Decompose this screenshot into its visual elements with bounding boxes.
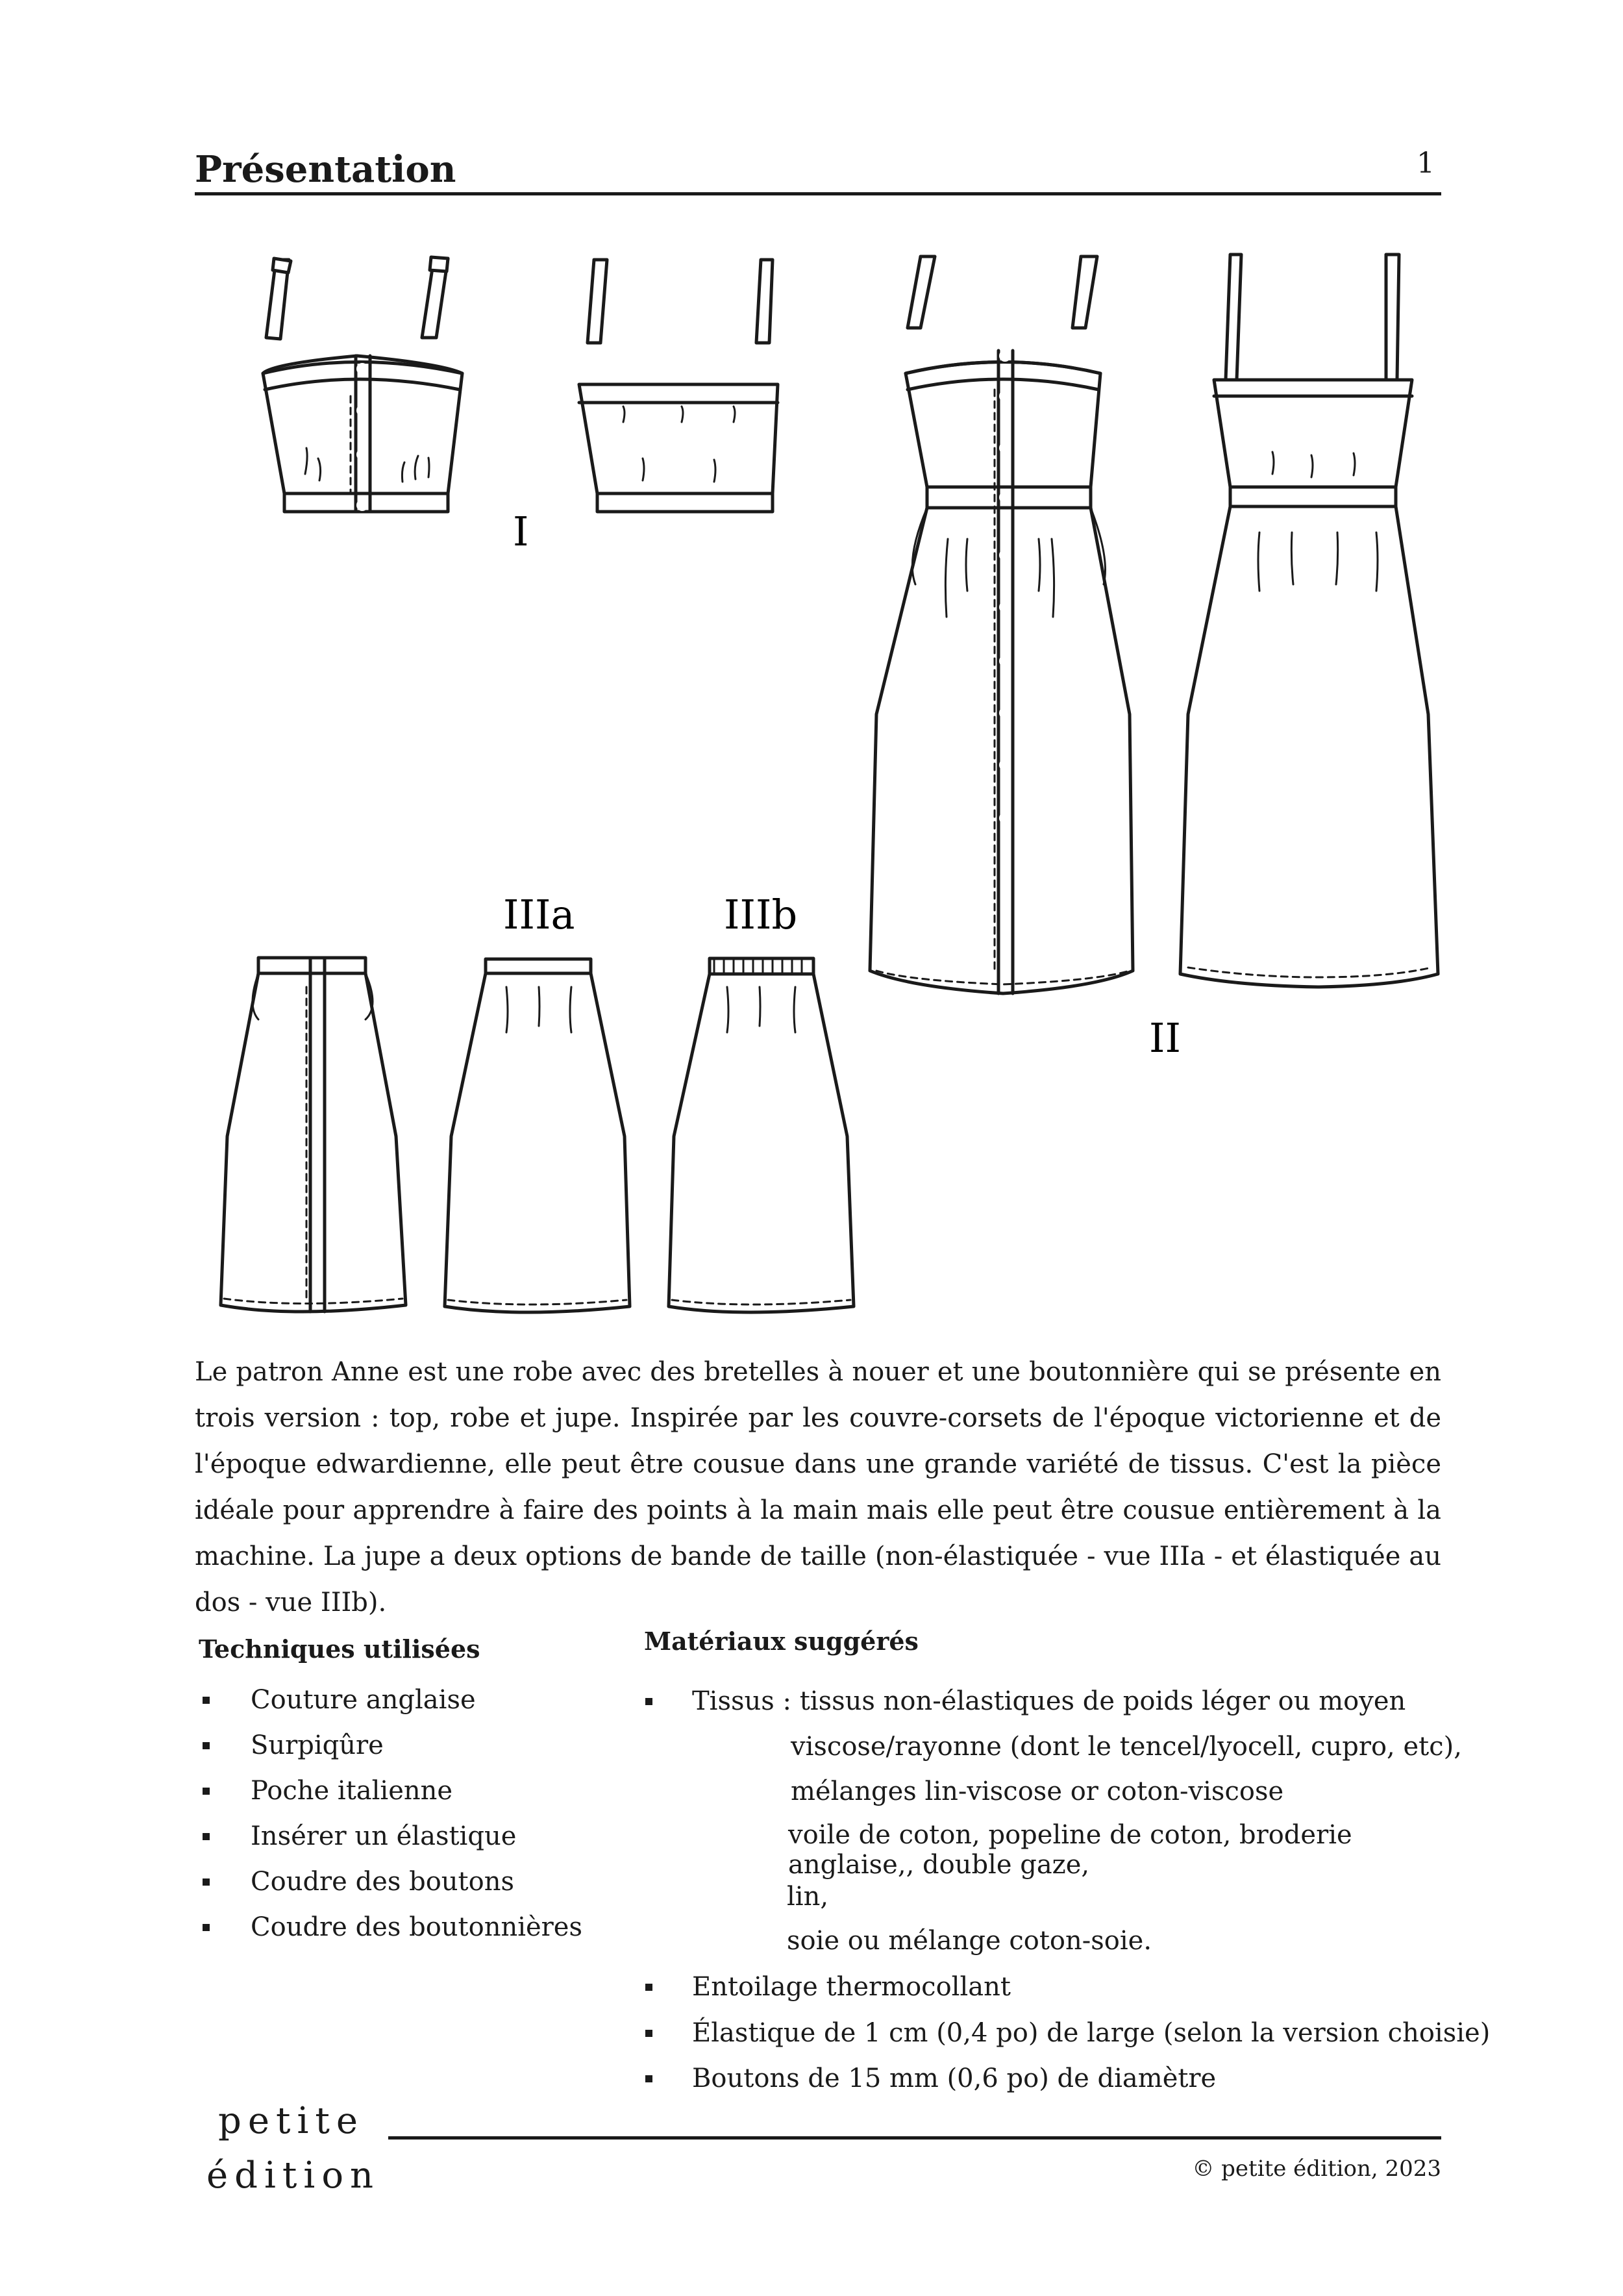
label-view-I: I xyxy=(513,508,529,555)
fabric-option: lin, xyxy=(787,1882,829,1912)
brand-logo xyxy=(206,2094,380,2203)
list-item: Coudre des boutons xyxy=(199,1867,582,1912)
intro-paragraph: Le patron Anne est une robe avec des bretelles à nouer et une boutonnière qui se présente en trois version : top, robe et jupe. Inspirée par les couvre-corsets de l'époque victorienne et de l'époque edwardienne, elle peut être cousue dans une grande variété de tissus. C'est la pièce idéale pour apprendre à faire des points à la main mais elle peut être cousue entièrement à la machine. La jupe a deux options de bande de taille (non-élastiquée - vue IIIa - et élastiquée au dos - vue IIIb). xyxy=(195,1357,1441,1617)
fabric-option: viscose/rayonne (dont le tencel/lyocell, cupro, etc), xyxy=(791,1732,1462,1762)
fabric-option: mélanges lin-viscose or coton-viscose xyxy=(791,1777,1284,1806)
list-item: Coudre des boutonnières xyxy=(199,1912,582,1958)
list-item: Insérer un élastique xyxy=(199,1821,582,1867)
skirt-front-drawing xyxy=(221,958,406,1312)
logo-line-2: édition xyxy=(206,2154,380,2197)
list-item: Poche italienne xyxy=(199,1776,582,1821)
page-number: 1 xyxy=(1417,147,1435,180)
techniques-heading: Techniques utilisées xyxy=(199,1634,480,1664)
dress-front-drawing xyxy=(870,256,1133,993)
label-view-IIIa: IIIa xyxy=(503,891,575,938)
footer-rule xyxy=(388,2136,1441,2140)
copyright: © petite édition, 2023 xyxy=(1192,2156,1441,2182)
page-title: Présentation xyxy=(195,148,456,191)
fabric-option: voile de coton, popeline de coton, broderie anglaise,, double gaze, xyxy=(788,1820,1352,1880)
fabric-option: soie ou mélange coton-soie. xyxy=(787,1926,1152,1956)
top-back-drawing xyxy=(579,260,778,512)
dress-back-drawing xyxy=(1180,255,1438,987)
skirt-IIIb-drawing xyxy=(669,958,854,1312)
materials-item: Entoilage thermocollant xyxy=(643,1972,1011,2002)
skirt-IIIa-drawing xyxy=(445,959,630,1312)
materials-item: Boutons de 15 mm (0,6 po) de diamètre xyxy=(643,2064,1216,2093)
materials-fabric-item: Tissus : tissus non-élastiques de poids léger ou moyen xyxy=(643,1686,1406,1716)
top-front-drawing xyxy=(263,257,462,512)
label-view-II: II xyxy=(1149,1014,1181,1062)
materials-heading: Matériaux suggérés xyxy=(644,1627,919,1656)
techniques-list xyxy=(199,1685,582,1958)
list-item: Surpiqûre xyxy=(199,1730,582,1776)
label-view-IIIb: IIIb xyxy=(724,891,798,938)
logo-line-1: petite xyxy=(218,2100,365,2142)
list-item: Couture anglaise xyxy=(199,1685,582,1730)
materials-item: Élastique de 1 cm (0,4 po) de large (selon la version choisie) xyxy=(643,2018,1490,2048)
